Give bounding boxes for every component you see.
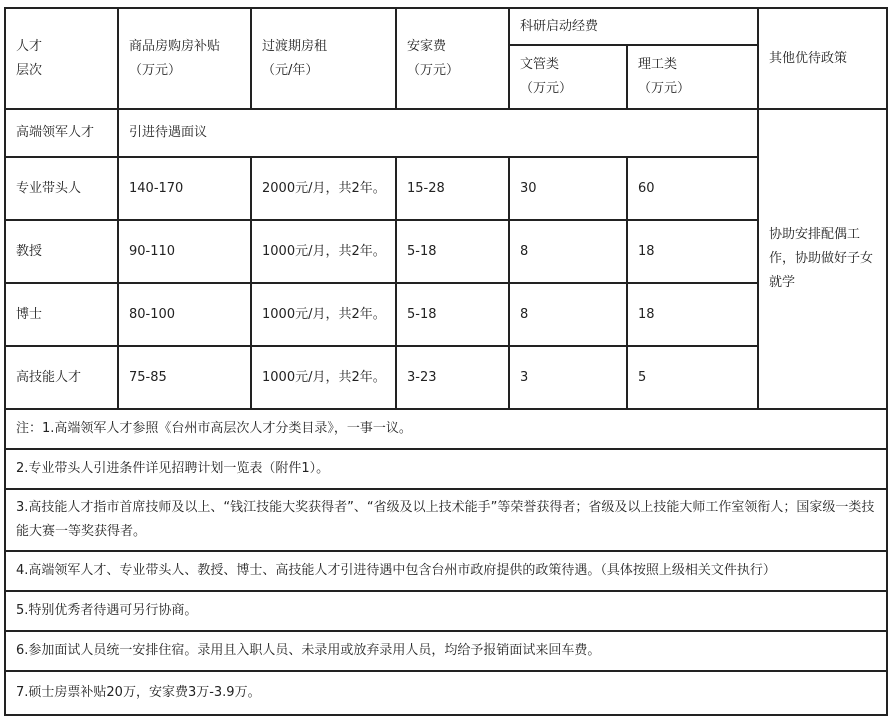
header-housing-subsidy: 商品房购房补贴 （万元） — [118, 8, 251, 109]
row-rent: 2000元/月，共2年。 — [251, 157, 396, 220]
row-level: 高技能人才 — [5, 346, 118, 409]
note-5: 5.特别优秀者待遇可另行协商。 — [5, 591, 887, 631]
note-3: 3.高技能人才指市首席技师及以上、“钱江技能大奖获得者”、“省级及以上技术能手”等荣誉获得者；省级及以上技能大师工作室领衔人；国家级一类技能大赛一等奖获得者。 — [5, 489, 887, 551]
row-arts: 3 — [509, 346, 627, 409]
note-7: 7.硕士房票补贴20万，安家费3万-3.9万。 — [5, 671, 887, 715]
row-sci: 60 — [627, 157, 758, 220]
note-4: 4.高端领军人才、专业带头人、教授、博士、高技能人才引进待遇中包含台州市政府提供的政策待遇。（具体按照上级相关文件执行） — [5, 551, 887, 591]
row-settle: 3-23 — [396, 346, 509, 409]
other-policy-cell: 协助安排配偶工作，协助做好子女就学 — [758, 109, 887, 409]
row-settle: 15-28 — [396, 157, 509, 220]
row-housing: 80-100 — [118, 283, 251, 346]
row-negotiable-value: 引进待遇面议 — [118, 109, 758, 157]
row-sci: 5 — [627, 346, 758, 409]
row-rent: 1000元/月，共2年。 — [251, 283, 396, 346]
header-research-arts: 文管类 （万元） — [509, 45, 627, 109]
row-level: 博士 — [5, 283, 118, 346]
note-1: 注：1.高端领军人才参照《台州市高层次人才分类目录》，一事一议。 — [5, 409, 887, 449]
note-6: 6.参加面试人员统一安排住宿。录用且入职人员、未录用或放弃录用人员，均给予报销面试来回车费。 — [5, 631, 887, 671]
row-arts: 30 — [509, 157, 627, 220]
table-row — [5, 283, 887, 346]
talent-policy-table — [4, 7, 888, 716]
table-row — [5, 220, 887, 283]
row-level: 教授 — [5, 220, 118, 283]
row-settle: 5-18 — [396, 283, 509, 346]
row-settle: 5-18 — [396, 220, 509, 283]
row-arts: 8 — [509, 220, 627, 283]
row-sci: 18 — [627, 220, 758, 283]
row-level: 高端领军人才 — [5, 109, 118, 157]
row-housing: 90-110 — [118, 220, 251, 283]
header-settling-fee: 安家费 （万元） — [396, 8, 509, 109]
row-housing: 140-170 — [118, 157, 251, 220]
row-level: 专业带头人 — [5, 157, 118, 220]
row-rent: 1000元/月，共2年。 — [251, 220, 396, 283]
header-level: 人才 层次 — [5, 8, 118, 109]
header-research-funding: 科研启动经费 — [509, 8, 758, 45]
note-2: 2.专业带头人引进条件详见招聘计划一览表（附件1）。 — [5, 449, 887, 489]
row-rent: 1000元/月，共2年。 — [251, 346, 396, 409]
table-row — [5, 157, 887, 220]
row-sci: 18 — [627, 283, 758, 346]
row-housing: 75-85 — [118, 346, 251, 409]
header-other-policy: 其他优待政策 — [758, 8, 887, 109]
row-arts: 8 — [509, 283, 627, 346]
header-transition-rent: 过渡期房租 （元/年） — [251, 8, 396, 109]
header-research-science: 理工类 （万元） — [627, 45, 758, 109]
table-row — [5, 346, 887, 409]
table-row — [5, 109, 887, 157]
